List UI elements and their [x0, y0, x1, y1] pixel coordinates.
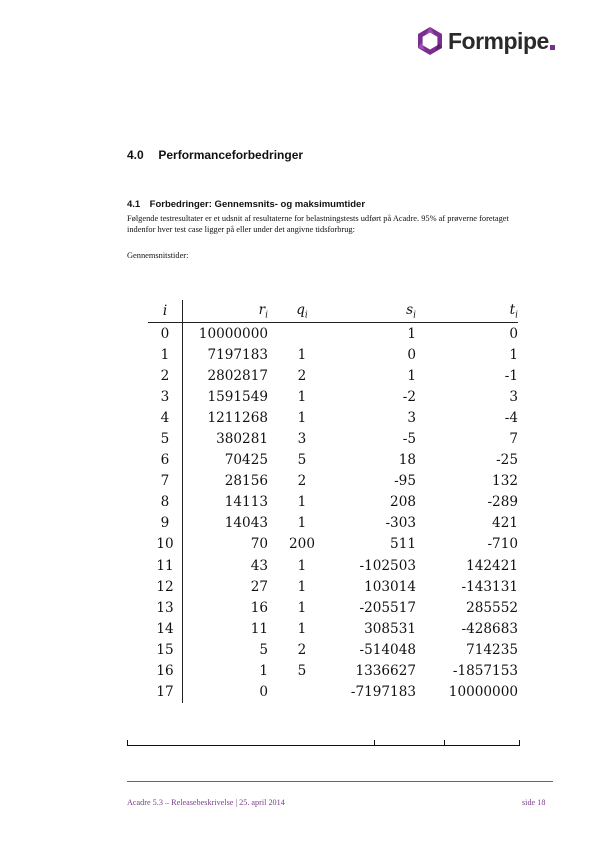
cell-t: 3 [509, 388, 518, 405]
cell-t: 132 [492, 473, 518, 490]
cell-s: -2 [402, 388, 416, 405]
cell-r: 2802817 [207, 367, 268, 384]
table-rule-tick [374, 740, 375, 746]
cell-i: 14 [148, 618, 183, 639]
table-row [148, 365, 518, 386]
cell-i: 6 [148, 450, 183, 471]
table-body [148, 323, 518, 703]
cell-i: 13 [148, 597, 183, 618]
table-row [148, 323, 518, 345]
cell-i: 7 [148, 471, 183, 492]
table-row [148, 534, 518, 555]
cell-i: 10 [148, 534, 183, 555]
cell-t: -289 [487, 494, 518, 511]
header-s: $s_i$ [322, 300, 422, 323]
formpipe-logo-icon [415, 26, 445, 56]
cell-t: 0 [509, 325, 518, 342]
cell-s: 511 [390, 536, 416, 553]
cell-r: 14043 [224, 515, 268, 532]
cell-q: 1 [297, 515, 307, 532]
table-rule-tick [127, 740, 128, 746]
section-heading [127, 148, 303, 162]
cell-q: 5 [297, 663, 307, 680]
cell-s: -7197183 [350, 684, 416, 701]
cell-q: 2 [297, 367, 307, 384]
cell-s: 0 [407, 346, 416, 363]
table-row [148, 428, 518, 449]
cell-r: 28156 [224, 473, 268, 490]
footer-divider [127, 781, 553, 782]
section-number: 4.0 [127, 148, 144, 162]
logo-dot [550, 45, 555, 50]
cell-t: 1 [509, 346, 518, 363]
cell-r: 5 [259, 641, 268, 658]
subsection-heading [127, 199, 365, 210]
logo-wordmark: Formpipe [448, 27, 549, 54]
header-q: $q_i$ [282, 300, 322, 323]
cell-s: -102503 [359, 557, 416, 574]
cell-q: 1 [297, 346, 307, 363]
cell-r: 1211268 [207, 409, 268, 426]
table-row [148, 555, 518, 576]
cell-t: -1 [504, 367, 518, 384]
cell-s: 103014 [364, 578, 416, 595]
cell-r: 70425 [224, 452, 268, 469]
cell-t: 7 [509, 431, 518, 448]
header-r: $r_i$ [183, 300, 283, 323]
results-table [148, 300, 518, 703]
section-title: Performanceforbedringer [158, 148, 304, 162]
cell-r: 1591549 [207, 388, 268, 405]
table-rule-tick [444, 740, 445, 746]
cell-q [282, 682, 322, 703]
cell-q: 200 [289, 536, 315, 553]
cell-i: 2 [148, 365, 183, 386]
cell-t: 285552 [466, 599, 518, 616]
cell-s: -5 [402, 431, 416, 448]
body-paragraph: Følgende testresultater er et udsnit af resultaterne for belastningstests udført på Acadre. 95% af prøverne foretaget indenfor hver test case ligger på eller under det angivne tidsforbrug: [127, 214, 509, 234]
cell-i: 0 [148, 323, 183, 345]
cell-t: -428683 [461, 620, 518, 637]
cell-i: 9 [148, 513, 183, 534]
cell-s: 308531 [364, 620, 416, 637]
cell-i: 5 [148, 428, 183, 449]
cell-i: 1 [148, 344, 183, 365]
cell-q: 2 [297, 641, 307, 658]
average-times-label: Gennemsnitstider: [127, 251, 189, 260]
table-row [148, 450, 518, 471]
table-row [148, 597, 518, 618]
cell-q: 1 [297, 388, 307, 405]
cell-r: 70 [250, 536, 268, 553]
cell-t: -25 [496, 452, 518, 469]
cell-t: -710 [487, 536, 518, 553]
cell-t: 142421 [466, 557, 518, 574]
cell-s: -514048 [359, 641, 416, 658]
formpipe-logo [415, 26, 555, 56]
cell-s: -205517 [359, 599, 416, 616]
cell-r: 11 [250, 620, 268, 637]
cell-s: -303 [385, 515, 416, 532]
header-i: i [148, 300, 183, 323]
header-t: $t_i$ [422, 300, 518, 323]
cell-t: 10000000 [448, 684, 518, 701]
footer-document-info: Acadre 5.3 – Releasebeskrivelse | 25. april 2014 [127, 798, 285, 807]
cell-s: -95 [394, 473, 416, 490]
cell-r: 43 [250, 557, 268, 574]
cell-t: 421 [492, 515, 518, 532]
cell-i: 8 [148, 492, 183, 513]
table-row [148, 513, 518, 534]
cell-r: 14113 [224, 494, 268, 511]
cell-i: 3 [148, 386, 183, 407]
footer-page-number: side 18 [522, 798, 546, 807]
cell-q: 1 [297, 557, 307, 574]
table-row [148, 576, 518, 597]
cell-i: 12 [148, 576, 183, 597]
cell-s: 1 [407, 325, 416, 342]
cell-q: 1 [297, 494, 307, 511]
table-row [148, 344, 518, 365]
cell-q: 1 [297, 409, 307, 426]
cell-s: 1 [407, 367, 416, 384]
cell-q: 3 [297, 431, 307, 448]
cell-q: 1 [297, 620, 307, 637]
subsection-title: Forbedringer: Gennemsnits- og maksimumtider [149, 199, 366, 210]
cell-q: 1 [297, 599, 307, 616]
cell-t: -143131 [461, 578, 518, 595]
table-row [148, 639, 518, 660]
table-header-row [148, 300, 518, 323]
cell-i: 16 [148, 661, 183, 682]
cell-q: 2 [297, 473, 307, 490]
table-bottom-rule [127, 745, 520, 746]
table-rule-tick [519, 740, 520, 746]
cell-r: 7197183 [207, 346, 268, 363]
cell-q: 5 [297, 452, 307, 469]
cell-q: 1 [297, 578, 307, 595]
subsection-number: 4.1 [127, 199, 141, 210]
cell-t: 714235 [466, 641, 518, 658]
cell-t: -4 [504, 409, 518, 426]
cell-r: 0 [259, 684, 268, 701]
cell-r: 16 [250, 599, 268, 616]
table-row [148, 386, 518, 407]
cell-i: 17 [148, 682, 183, 703]
cell-i: 15 [148, 639, 183, 660]
cell-s: 3 [407, 409, 416, 426]
table-row [148, 682, 518, 703]
table-row [148, 492, 518, 513]
cell-r: 10000000 [198, 325, 268, 342]
table-row [148, 407, 518, 428]
cell-s: 1336627 [355, 663, 416, 680]
cell-q [282, 323, 322, 345]
cell-t: -1857153 [452, 663, 518, 680]
table-row [148, 618, 518, 639]
cell-i: 4 [148, 407, 183, 428]
cell-r: 27 [250, 578, 268, 595]
table-row [148, 661, 518, 682]
cell-s: 208 [390, 494, 416, 511]
table-row [148, 471, 518, 492]
cell-s: 18 [398, 452, 416, 469]
cell-i: 11 [148, 555, 183, 576]
cell-r: 1 [259, 663, 268, 680]
cell-r: 380281 [216, 431, 268, 448]
